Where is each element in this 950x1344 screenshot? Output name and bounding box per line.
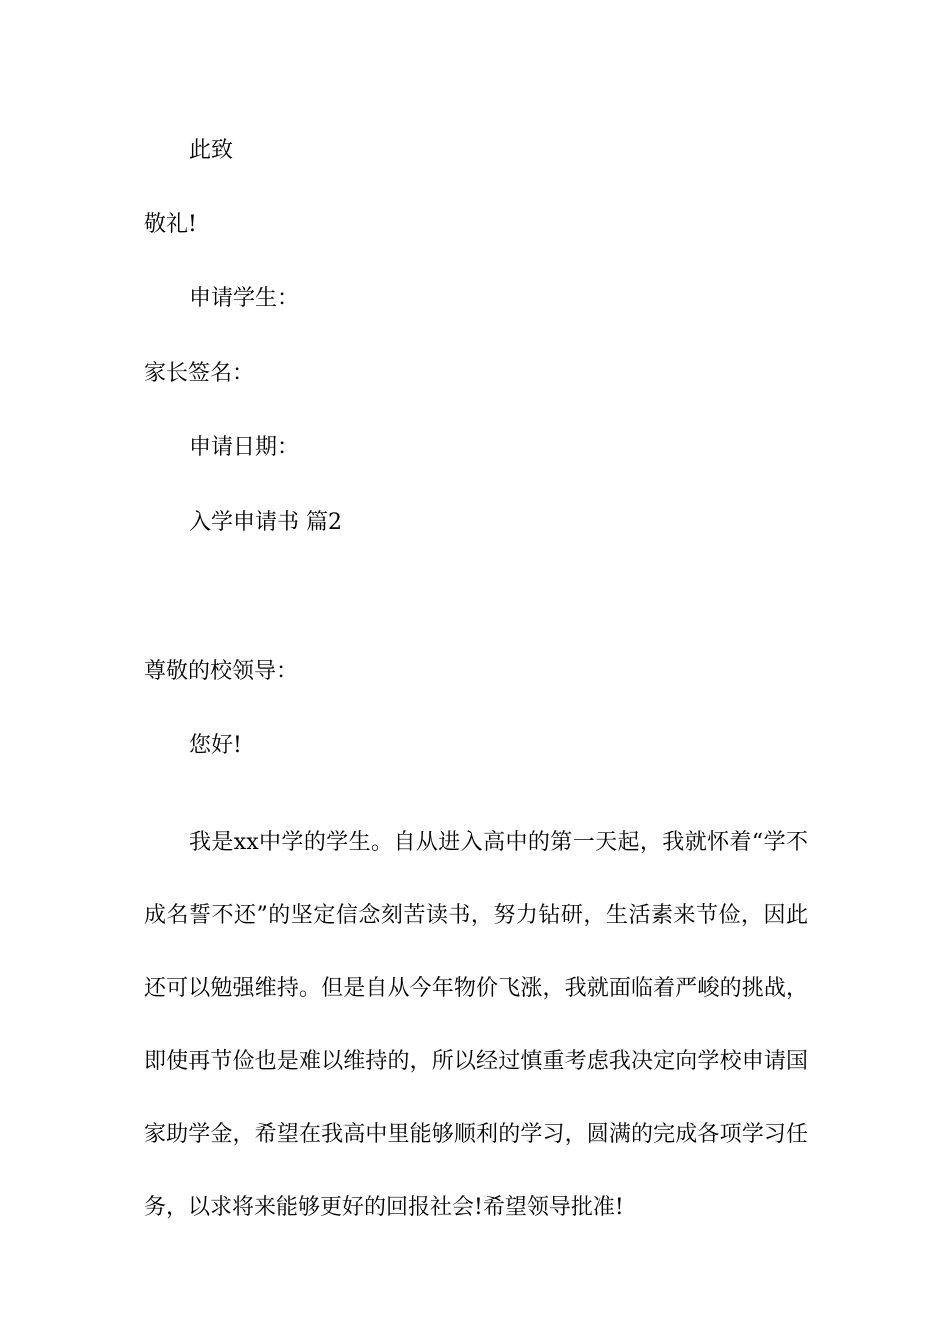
section-title: 入学申请书 篇2: [189, 510, 342, 535]
greeting: 您好!: [189, 733, 242, 758]
closing-line-1: 此致: [189, 138, 234, 163]
date-label: 申请日期：: [189, 435, 300, 460]
salutation: 尊敬的校领导：: [144, 659, 299, 684]
applicant-label: 申请学生：: [189, 286, 300, 311]
body-paragraph: 我是xx中学的学生。自从进入高中的第一天起，我就怀着“学不成名誓不还”的坚定信念刻苦读书，努力钻研，生活素来节俭，因此还可以勉强维持。但是自从今年物价飞涨，我就面临着严峻的挑战，即使再节俭也是难以维持的，所以经过慎重考虑我决定向学校申请国家助学金，希望在我高中里能够顺利的学习，圆满的完成各项学习任务，以求将来能够更好的回报社会!希望领导批准!: [144, 830, 808, 1220]
parent-signature-label: 家长签名：: [144, 361, 255, 386]
closing-line-2: 敬礼!: [144, 212, 197, 237]
